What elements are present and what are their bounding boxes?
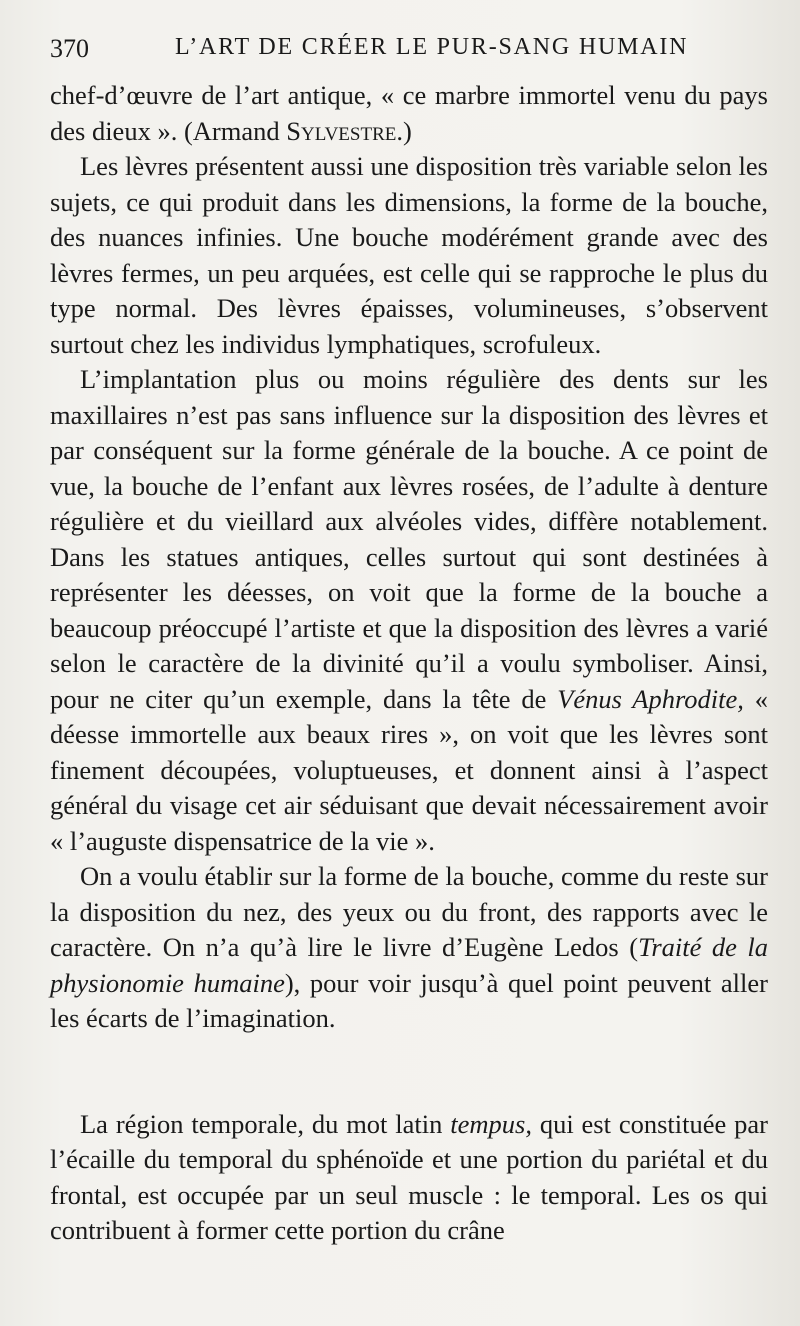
paragraph-5 bbox=[50, 1107, 768, 1249]
paragraph-5-text-b: qui est constituée par l’écaille du temporal du sphénoïde et une portion du pariétal et du frontal, est occupée par un seul muscle : le temporal. Les os qui contribuent à former cette portion du crâne bbox=[50, 1108, 768, 1245]
italic-title: Vénus Aphrodite, bbox=[557, 683, 744, 714]
paragraph-1-text: chef-d’œuvre de l’art antique, « ce marbre immortel venu du pays des dieux ». (Armand bbox=[50, 80, 768, 146]
paragraph-1-tail: .) bbox=[396, 115, 412, 146]
paragraph-5-text-a: La région temporale, du mot latin bbox=[80, 1108, 451, 1139]
paragraph-4 bbox=[50, 859, 768, 1037]
italic-book-title: Traité de la physionomie humaine bbox=[50, 932, 769, 998]
paragraph-4-text-b: ), pour voir jusqu’à quel point peuvent aller les écarts de l’imagination. bbox=[50, 967, 768, 1033]
paragraph-3-text-b: « déesse immortelle aux beaux rires », on voit que les lèvres sont finement découpées, voluptueuses, et donnent ainsi à l’aspect général du visage cet air séduisant que devait nécessairement avoir « l’auguste dispensatrice de la vie ». bbox=[50, 683, 768, 856]
paragraph-2: Les lèvres présentent aussi une disposition très variable selon les sujets, ce qui produit dans les dimensions, la forme de la bouche, des nuances infinies. Une bouche modérément grande avec des lèvres fermes, un peu arquées, est celle qui se rapproche le plus du type normal. Des lèvres épaisses, volumineuses, s’observent surtout chez les individus lymphatiques, scrofuleux. bbox=[50, 151, 768, 359]
italic-latin-word: tempus, bbox=[450, 1108, 532, 1139]
section-gap bbox=[50, 1037, 768, 1107]
running-title: L’ART DE CRÉER LE PUR-SANG HUMAIN bbox=[175, 34, 689, 60]
paragraph-3-text-a: L’implantation plus ou moins régulière des dents sur les maxillaires n’est pas sans influence sur la disposition des lèvres et par conséquent sur la forme générale de la bouche. A ce point de vue, la bouche de l’enfant aux lèvres rosées, de l’adulte à denture régulière et du vieillard aux alvéoles vides, diffère notablement. Dans les statues antiques, celles surtout qui sont destinées à représenter les déesses, on voit que la forme de la bouche a beaucoup préoccupé l’artiste et que la disposition des lèvres a varié selon le caractère de la divinité qu’il a voulu symboliser. Ainsi, pour ne citer qu’un exemple, dans la tête de bbox=[50, 364, 768, 714]
author-name: Sylvestre bbox=[286, 115, 397, 146]
paragraph-1 bbox=[50, 78, 768, 149]
body-text bbox=[50, 78, 768, 1249]
page-number: 370 bbox=[50, 34, 89, 63]
paragraph-4-text-a: On a voulu établir sur la forme de la bouche, comme du reste sur la disposition du nez, des yeux ou du front, des rapports avec le caractère. On n’a qu’à lire le livre d’Eugène Ledos ( bbox=[50, 861, 768, 962]
page-header bbox=[50, 34, 766, 64]
paragraph-3 bbox=[50, 362, 768, 859]
